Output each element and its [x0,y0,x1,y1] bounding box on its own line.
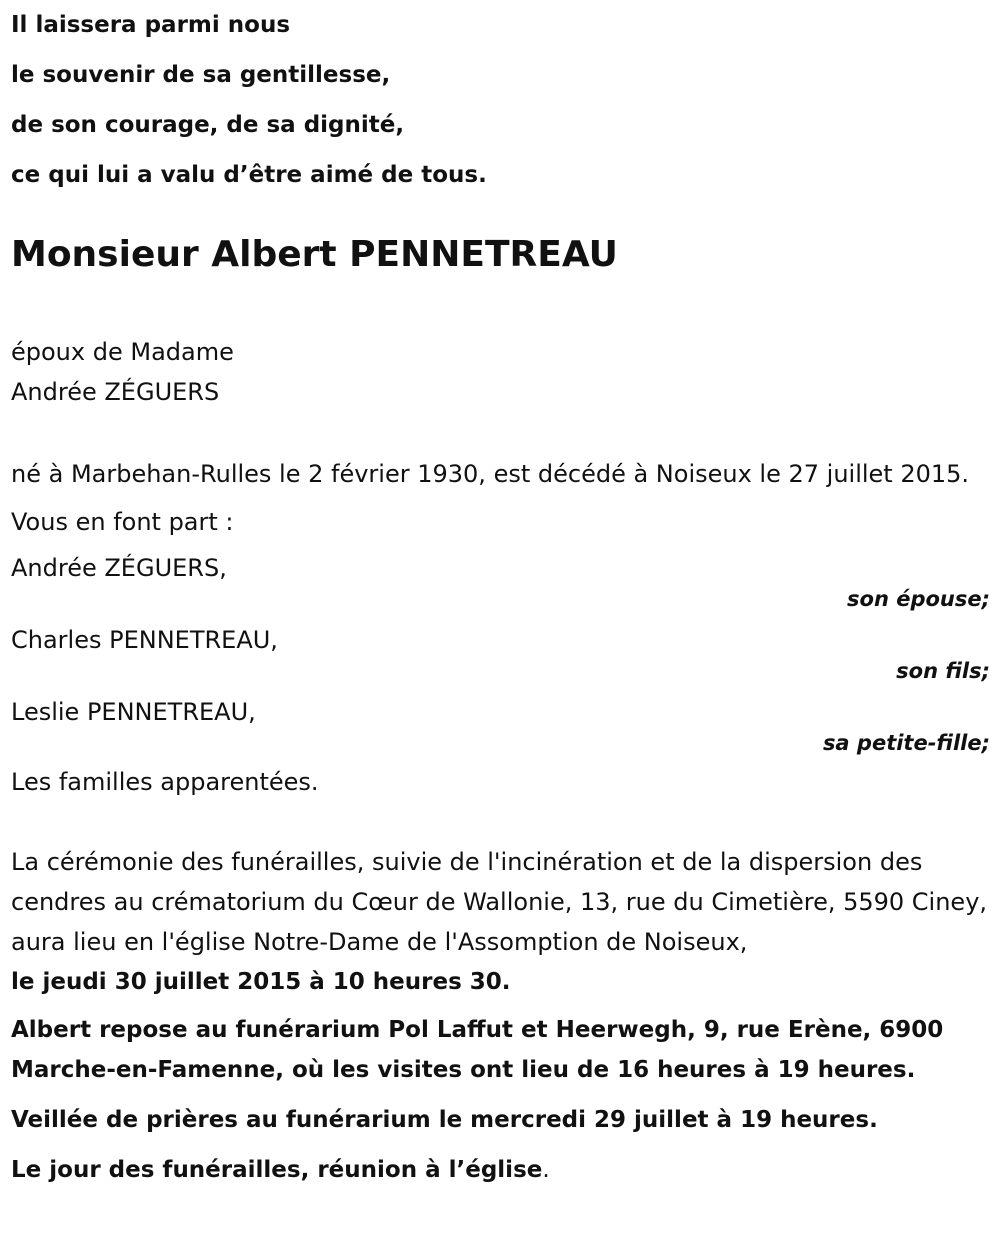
spouse-info [11,332,990,412]
family-member-name: Charles PENNETREAU, [11,626,278,654]
poem-line: de son courage, de sa dignité, [11,112,405,138]
family-member [11,552,990,614]
ceremony-text: La cérémonie des funérailles, suivie de l'incinération et de la dispersion des cendres au crématorium du Cœur de Wallonie, 13, rue du Cimetière, 5590 Ciney, aura lieu en l'église Notre-Dame de l'Assomption de Noiseux, [11,848,988,956]
announcement-line: Vous en font part : [11,508,234,536]
repose-info: Albert repose au funérarium Pol Laffut et Heerwegh, 9, rue Erène, 6900 Marche-en-Famenne, où les visites ont lieu de 16 heures à 19 heures. [11,1017,944,1083]
related-families: Les familles apparentées. [11,768,319,796]
poem-line: Il laissera parmi nous [11,12,291,38]
poem-line: ce qui lui a valu d’être aimé de tous. [11,162,487,188]
deceased-name: Monsieur Albert PENNETREAU [11,234,618,275]
ceremony-info [11,842,990,1002]
vigil-info: Veillée de prières au funérarium le mercredi 29 juillet à 19 heures. [11,1107,878,1133]
birth-death-info: né à Marbehan-Rulles le 2 février 1930, est décédé à Noiseux le 27 juillet 2015. [11,460,970,488]
gathering-info [11,1150,990,1190]
family-member-relation: sa petite-fille; [822,731,990,755]
spouse-line-2: Andrée ZÉGUERS [11,378,220,406]
family-member-name: Andrée ZÉGUERS, [11,554,227,582]
memorial-poem [11,0,990,200]
family-member [11,624,990,686]
gathering-period: . [542,1157,550,1183]
family-member [11,696,990,758]
family-member-relation: son épouse; [847,587,990,611]
family-member-relation: son fils; [896,659,990,683]
spouse-line-1: époux de Madame [11,338,234,366]
family-member-name: Leslie PENNETREAU, [11,698,256,726]
gathering-text: Le jour des funérailles, réunion à l’église [11,1157,543,1183]
ceremony-date: le jeudi 30 juillet 2015 à 10 heures 30. [11,969,511,995]
poem-line: le souvenir de sa gentillesse, [11,62,391,88]
